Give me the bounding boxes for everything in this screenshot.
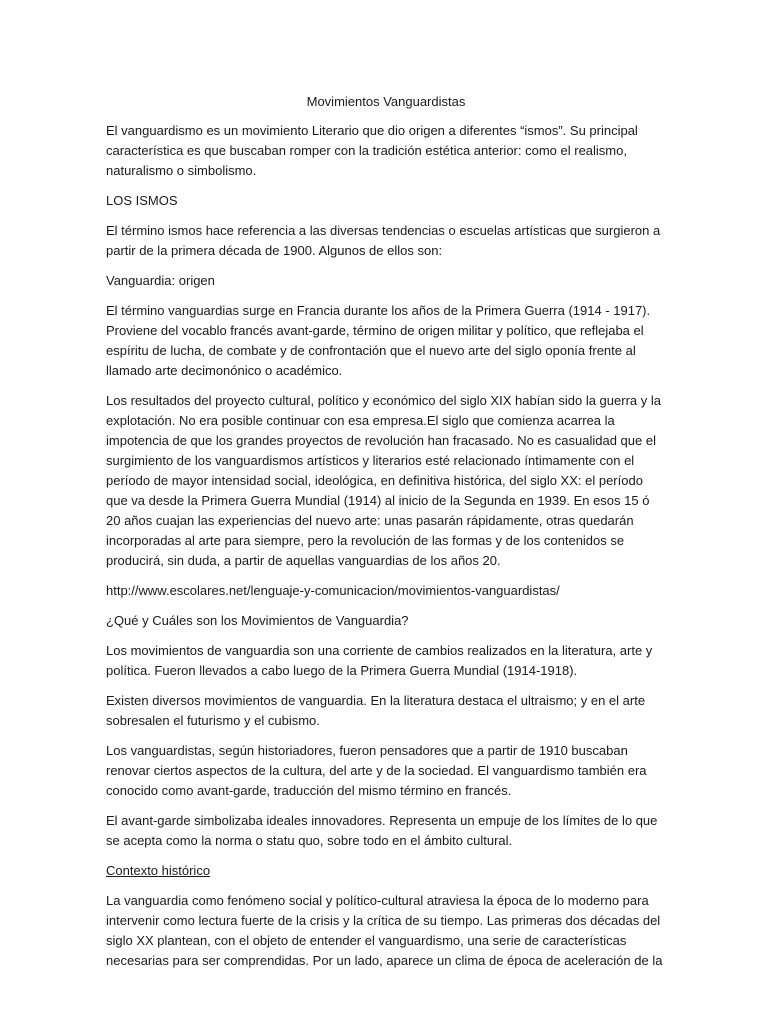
heading-contexto-historico: Contexto histórico	[106, 863, 211, 878]
heading-vanguardia-origen: Vanguardia: origen	[106, 273, 215, 288]
document-body	[106, 92, 666, 981]
paragraph-vanguardistas: Los vanguardistas, según historiadores, fueron pensadores que a partir de 1910 buscaban renovar ciertos aspectos de la cultura, del arte y de la sociedad. El vanguardismo también era conocido como avant-garde, traducción del mismo término en francés.	[106, 743, 647, 798]
paragraph-movimientos: Los movimientos de vanguardia son una corriente de cambios realizados en la literatura, arte y política. Fueron llevados a cabo luego de la Primera Guerra Mundial (1914-1918).	[106, 643, 653, 678]
paragraph-origen: El término vanguardias surge en Francia durante los años de la Primera Guerra (1914 - 1917). Proviene del vocablo francés avant-garde, término de origen militar y político, que reflejaba el espíritu de lucha, de combate y de confrontación que el nuevo arte del siglo oponía frente al llamado arte decimonónico o académico.	[106, 303, 651, 378]
paragraph-avant-garde: El avant-garde simbolizaba ideales innovadores. Representa un empuje de los límites de lo que se acepta como la norma o statu quo, sobre todo en el ámbito cultural.	[106, 813, 658, 848]
paragraph-contexto: La vanguardia como fenómeno social y político-cultural atraviesa la época de lo moderno para intervenir como lectura fuerte de la crisis y la crítica de su tiempo. Las primeras dos décadas del siglo XX plantean, con el objeto de entender el vanguardismo, una serie de características necesarias para ser comprendidas. Por un lado, aparece un clima de época de aceleración de la	[106, 893, 663, 968]
heading-los-ismos: LOS ISMOS	[106, 193, 178, 208]
paragraph-resultados: Los resultados del proyecto cultural, político y económico del siglo XIX habían sido la guerra y la explotación. No era posible continuar con esa empresa.El siglo que comienza acarrea la impotencia de que los grandes proyectos de revolución han fracasado. No es casualidad que el surgimiento de los vanguardismos artísticos y literarios esté relacionado íntimamente con el período de mayor intensidad social, ideológica, en definitiva histórica, del siglo XX: el período que va desde la Primera Guerra Mundial (1914) al inicio de la Segunda en 1939. En esos 15 ó 20 años cuajan las experiencias del nuevo arte: unas pasarán rápidamente, otras quedarán incorporadas al arte para siempre, pero la revolución de las formas y de los contenidos se producirá, sin duda, a partir de aquellas vanguardias de los años 20.	[106, 393, 661, 568]
source-url: http://www.escolares.net/lenguaje-y-comunicacion/movimientos-vanguardistas/	[106, 583, 560, 598]
heading-que-y-cuales: ¿Qué y Cuáles son los Movimientos de Vanguardia?	[106, 613, 409, 628]
paragraph-diversos: Existen diversos movimientos de vanguardia. En la literatura destaca el ultraismo; y en el arte sobresalen el futurismo y el cubismo.	[106, 693, 646, 728]
paragraph-intro: El vanguardismo es un movimiento Literario que dio origen a diferentes “ismos”. Su principal característica es que buscaban romper con la tradición estética anterior: como el realismo, naturalismo o simbolismo.	[106, 123, 638, 178]
document-title: Movimientos Vanguardistas	[306, 94, 466, 109]
paragraph-ismos: El término ismos hace referencia a las diversas tendencias o escuelas artísticas que surgieron a partir de la primera década de 1900. Algunos de ellos son:	[106, 223, 661, 258]
